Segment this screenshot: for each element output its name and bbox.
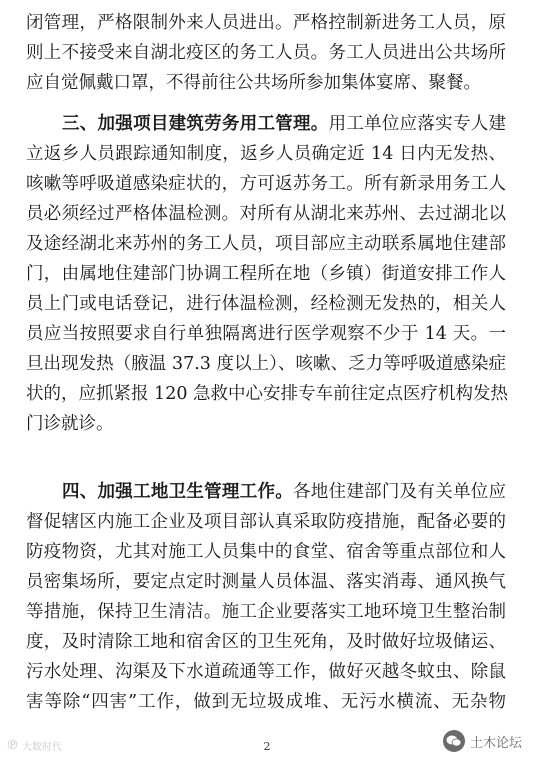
paragraph-line: 门，由属地住建部门协调工程所在地（乡镇）街道安排工作人 (26, 264, 506, 284)
paragraph-line: 咳嗽等呼吸道感染症状的，方可返苏务工。所有新录用务工人 (26, 174, 506, 194)
paragraph-line: 状的，应抓紧报 120 急救中心安排专车前往定点医疗机构发热 (26, 384, 509, 404)
paragraph-line: 度，及时清除工地和宿舍区的卫生死角，及时做好垃圾储运、 (26, 632, 506, 652)
paragraph-line: 等措施，保持卫生清洁。施工企业要落实工地环境卫生整治制 (26, 602, 506, 622)
section-3-first-text: 用工单位应落实专人建 (328, 114, 506, 134)
paragraph-line: 门诊就诊。 (26, 414, 114, 434)
watermark-left-text: 大数时代 (22, 742, 62, 753)
paragraph-line: 防疫物资，尤其对施工人员集中的食堂、宿舍等重点部位和人 (26, 542, 506, 562)
section-3-heading: 三、加强项目建筑劳务用工管理。 (62, 114, 329, 134)
paragraph-line: 闭管理，严格限制外来人员进出。严格控制新进务工人员，原 (26, 13, 506, 33)
paragraph-line: 员密集场所，要定点定时测量人员体温、落实消毒、通风换气 (26, 572, 506, 592)
watermark-right-text: 土木论坛 (469, 735, 522, 751)
wechat-icon (443, 730, 465, 752)
paragraph-line: 旦出现发热（腋温 37.3 度以上）、咳嗽、乏力等呼吸道感染症 (26, 354, 506, 374)
page-number: 2 (263, 740, 271, 753)
paragraph-line: 及途经湖北来苏州的务工人员，项目部应主动联系属地住建部 (26, 234, 506, 254)
section-3-first-line (0, 113, 534, 135)
paragraph-line: 员必须经过严格体温检测。对所有从湖北来苏州、去过湖北以 (26, 204, 506, 224)
watermark-left (6, 738, 62, 753)
section-4-heading: 四、加强工地卫生管理工作。 (62, 482, 294, 502)
paragraph-line: 则上不接受来自湖北疫区的务工人员。务工人员进出公共场所 (26, 43, 506, 63)
paragraph-line: 督促辖区内施工企业及项目部认真采取防疫措施，配备必要的 (26, 512, 506, 532)
section-4-first-line (0, 481, 534, 503)
paragraph-line: 污水处理、沟渠及下水道疏通等工作，做好灭越冬蚊虫、除鼠 (26, 662, 506, 682)
watermark-right (443, 730, 522, 752)
watermark-mark-icon: ℗ (6, 738, 19, 753)
paragraph-line: 害等除“四害”工作，做到无垃圾成堆、无污水横流、无杂物 (26, 692, 506, 712)
section-4-first-text: 各地住建部门及有关单位应 (293, 482, 507, 502)
paragraph-line: 员上门或电话登记，进行体温检测，经检测无发热的，相关人 (26, 294, 506, 314)
paragraph-line: 应自觉佩戴口罩，不得前往公共场所参加集体宴席、聚餐。 (26, 73, 481, 93)
paragraph-line: 员应当按照要求自行单独隔离进行医学观察不少于 14 天。一 (26, 324, 506, 344)
paragraph-line: 立返乡人员跟踪通知制度，返乡人员确定近 14 日内无发热、 (26, 144, 506, 164)
